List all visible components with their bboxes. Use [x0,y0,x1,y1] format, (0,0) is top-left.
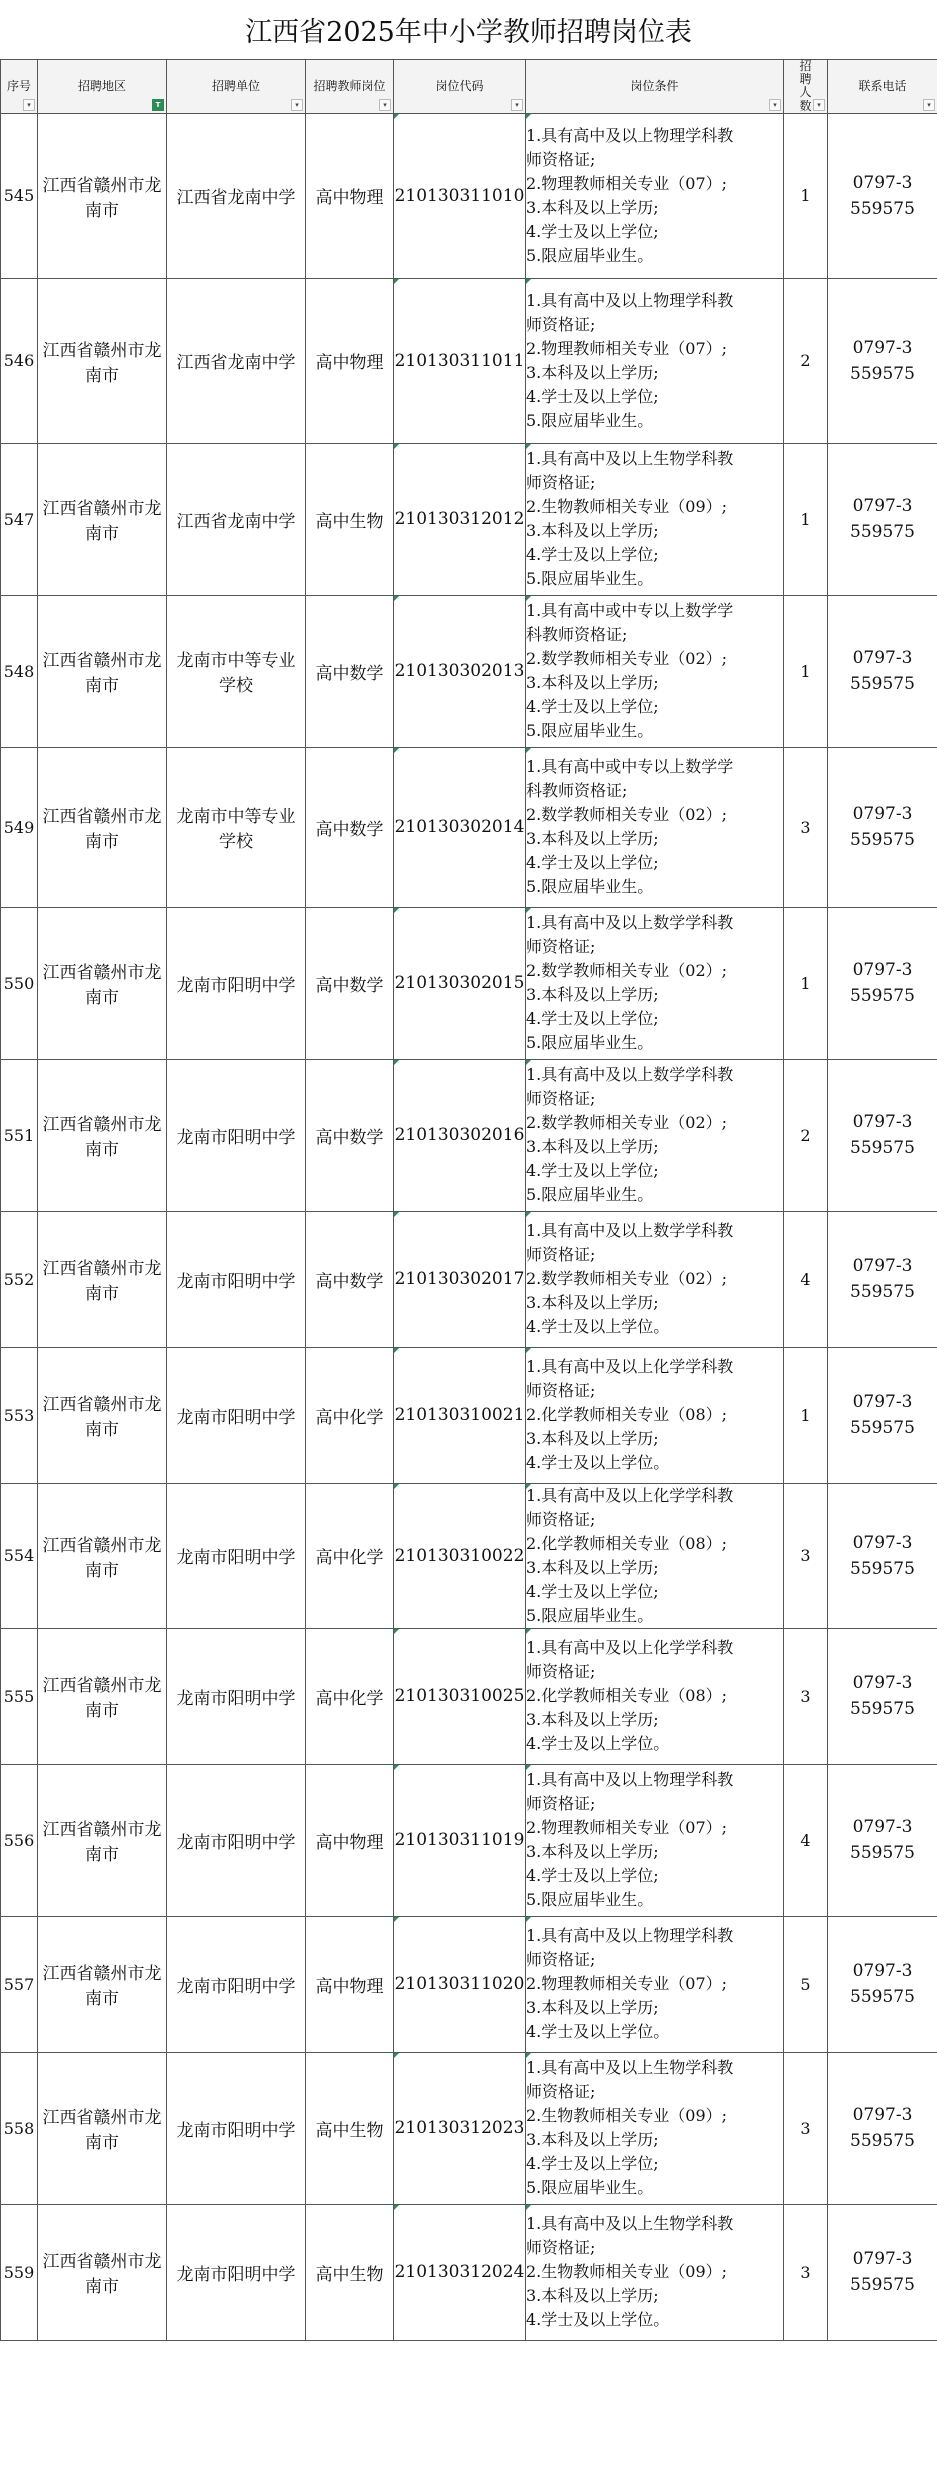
cell-unit: 龙南市阳明中学 [167,2204,306,2340]
cell-seq: 558 [1,2052,38,2204]
condition-line: 师资格证; [526,473,596,493]
cell-conditions [526,1059,784,1211]
cell-post: 高中化学 [306,1483,394,1628]
cell-post: 高中数学 [306,1059,394,1211]
table-row [1,907,937,1059]
cell-code: 210130310025 [394,1628,526,1764]
cell-code: 210130302014 [394,747,526,907]
condition-line: 4.学士及以上学位; [526,1009,659,1029]
col-header-code: 岗位代码 ▾ [394,60,526,114]
cell-count: 1 [784,907,828,1059]
cell-post: 高中化学 [306,1628,394,1764]
cell-seq: 547 [1,443,38,595]
dropdown-arrow-icon[interactable]: ▾ [813,99,825,111]
condition-line: 2.生物教师相关专业（09）; [526,2106,728,2126]
cell-post: 高中生物 [306,443,394,595]
condition-line: 3.本科及以上学历; [526,521,659,541]
cell-seq: 556 [1,1764,38,1916]
condition-line: 2.物理教师相关专业（07）; [526,1818,728,1838]
cell-phone: 0797-3559575 [828,1211,937,1347]
cell-code: 210130311011 [394,278,526,443]
cell-count: 3 [784,1628,828,1764]
condition-line: 4.学士及以上学位。 [526,2310,670,2330]
table-row [1,1916,937,2052]
cell-count: 3 [784,747,828,907]
cell-region: 江西省赣州市龙南市 [38,1059,167,1211]
cell-post: 高中生物 [306,2204,394,2340]
cell-region: 江西省赣州市龙南市 [38,907,167,1059]
cell-count: 3 [784,2204,828,2340]
cell-unit: 龙南市阳明中学 [167,1211,306,1347]
cell-seq: 549 [1,747,38,907]
condition-line: 1.具有高中及以上化学学科教 [526,1357,734,1377]
condition-line: 4.学士及以上学位。 [526,1734,670,1754]
cell-unit: 龙南市阳明中学 [167,1916,306,2052]
cell-seq: 545 [1,113,38,278]
condition-line: 2.数学教师相关专业（02）; [526,1269,728,1289]
cell-count: 3 [784,1483,828,1628]
cell-seq: 551 [1,1059,38,1211]
condition-line: 3.本科及以上学历; [526,985,659,1005]
cell-phone: 0797-3559575 [828,443,937,595]
cell-conditions [526,747,784,907]
cell-count: 4 [784,1211,828,1347]
cell-region: 江西省赣州市龙南市 [38,595,167,747]
condition-line: 2.数学教师相关专业（02）; [526,961,728,981]
cell-phone: 0797-3559575 [828,1483,937,1628]
cell-seq: 559 [1,2204,38,2340]
col-header-seq: 序号 ▾ [1,60,38,114]
cell-code: 210130302015 [394,907,526,1059]
cell-phone: 0797-3559575 [828,2052,937,2204]
condition-line: 1.具有高中及以上物理学科教 [526,125,734,145]
condition-line: 师资格证; [526,1950,596,1970]
cell-region: 江西省赣州市龙南市 [38,113,167,278]
cell-unit: 江西省龙南中学 [167,278,306,443]
cell-conditions [526,443,784,595]
cell-unit: 龙南市阳明中学 [167,907,306,1059]
cell-code: 210130302016 [394,1059,526,1211]
cell-unit: 龙南市中等专业学校 [167,595,306,747]
condition-line: 3.本科及以上学历; [526,197,659,217]
condition-line: 3.本科及以上学历; [526,1710,659,1730]
table-row [1,2052,937,2204]
cell-region: 江西省赣州市龙南市 [38,1483,167,1628]
condition-line: 2.数学教师相关专业（02）; [526,649,728,669]
table-row [1,595,937,747]
condition-line: 4.学士及以上学位; [526,853,659,873]
cell-conditions [526,2204,784,2340]
col-header-region: 招聘地区 T [38,60,167,114]
cell-phone: 0797-3559575 [828,2204,937,2340]
condition-line: 1.具有高中或中专以上数学学 [526,601,734,621]
condition-line: 2.物理教师相关专业（07）; [526,173,728,193]
cell-post: 高中生物 [306,2052,394,2204]
condition-line: 4.学士及以上学位; [526,386,659,406]
cell-code: 210130311019 [394,1764,526,1916]
cell-conditions [526,1764,784,1916]
cell-unit: 龙南市中等专业学校 [167,747,306,907]
page-title: 江西省2025年中小学教师招聘岗位表 [0,0,937,60]
condition-line: 1.具有高中及以上化学学科教 [526,1638,734,1658]
cell-conditions [526,1347,784,1483]
cell-count: 1 [784,443,828,595]
condition-line: 1.具有高中及以上数学学科教 [526,1065,734,1085]
condition-line: 3.本科及以上学历; [526,1429,659,1449]
cell-conditions [526,595,784,747]
cell-unit: 龙南市阳明中学 [167,1483,306,1628]
cell-post: 高中数学 [306,1211,394,1347]
condition-line: 师资格证; [526,1381,596,1401]
cell-unit: 龙南市阳明中学 [167,2052,306,2204]
cell-conditions [526,2052,784,2204]
cell-phone: 0797-3559575 [828,113,937,278]
cell-seq: 552 [1,1211,38,1347]
condition-line: 1.具有高中或中专以上数学学 [526,757,734,777]
condition-line: 4.学士及以上学位。 [526,1453,670,1473]
table-row [1,1211,937,1347]
condition-line: 师资格证; [526,149,596,169]
condition-line: 5.限应届毕业生。 [526,1890,654,1910]
condition-line: 2.数学教师相关专业（02）; [526,805,728,825]
filter-icon[interactable]: T [152,99,164,111]
cell-seq: 555 [1,1628,38,1764]
cell-count: 1 [784,113,828,278]
cell-phone: 0797-3559575 [828,1628,937,1764]
condition-line: 2.物理教师相关专业（07）; [526,338,728,358]
condition-line: 4.学士及以上学位; [526,1161,659,1181]
table-row [1,1483,937,1628]
condition-line: 4.学士及以上学位; [526,2154,659,2174]
cell-post: 高中物理 [306,1764,394,1916]
condition-line: 4.学士及以上学位; [526,1866,659,1886]
col-header-unit: 招聘单位 ▾ [167,60,306,114]
cell-region: 江西省赣州市龙南市 [38,1347,167,1483]
table-row [1,1628,937,1764]
cell-region: 江西省赣州市龙南市 [38,1916,167,2052]
dropdown-arrow-icon[interactable]: ▾ [923,99,935,111]
cell-count: 3 [784,2052,828,2204]
cell-phone: 0797-3559575 [828,278,937,443]
cell-conditions [526,278,784,443]
cell-count: 1 [784,595,828,747]
col-header-count: 招聘人数 ▾ [784,60,828,114]
cell-code: 210130312012 [394,443,526,595]
cell-post: 高中物理 [306,1916,394,2052]
table-row [1,1764,937,1916]
condition-line: 4.学士及以上学位; [526,697,659,717]
table-row [1,443,937,595]
table-row [1,1347,937,1483]
recruitment-table [0,59,937,2341]
condition-line: 师资格证; [526,1089,596,1109]
condition-line: 1.具有高中及以上物理学科教 [526,290,734,310]
condition-line: 1.具有高中及以上数学学科教 [526,1221,734,1241]
cell-conditions [526,1211,784,1347]
cell-region: 江西省赣州市龙南市 [38,278,167,443]
condition-line: 4.学士及以上学位; [526,1581,659,1601]
header-row [1,60,937,114]
condition-line: 3.本科及以上学历; [526,1998,659,2018]
cell-region: 江西省赣州市龙南市 [38,1211,167,1347]
condition-line: 2.生物教师相关专业（09）; [526,2262,728,2282]
cell-region: 江西省赣州市龙南市 [38,2052,167,2204]
cell-code: 210130311010 [394,113,526,278]
cell-phone: 0797-3559575 [828,1916,937,2052]
condition-line: 5.限应届毕业生。 [526,245,654,265]
condition-line: 3.本科及以上学历; [526,1293,659,1313]
cell-unit: 龙南市阳明中学 [167,1628,306,1764]
cell-phone: 0797-3559575 [828,747,937,907]
condition-line: 5.限应届毕业生。 [526,721,654,741]
cell-count: 5 [784,1916,828,2052]
condition-line: 5.限应届毕业生。 [526,2178,654,2198]
cell-seq: 550 [1,907,38,1059]
dropdown-arrow-icon[interactable]: ▾ [511,99,523,111]
dropdown-arrow-icon[interactable]: ▾ [23,99,35,111]
cell-seq: 548 [1,595,38,747]
cell-conditions [526,907,784,1059]
cell-code: 210130312024 [394,2204,526,2340]
condition-line: 5.限应届毕业生。 [526,1605,654,1625]
cell-code: 210130310021 [394,1347,526,1483]
cell-region: 江西省赣州市龙南市 [38,747,167,907]
condition-line: 2.数学教师相关专业（02）; [526,1113,728,1133]
dropdown-arrow-icon[interactable]: ▾ [379,99,391,111]
cell-seq: 546 [1,278,38,443]
cell-post: 高中数学 [306,595,394,747]
cell-post: 高中物理 [306,278,394,443]
col-header-conditions: 岗位条件 ▾ [526,60,784,114]
cell-post: 高中物理 [306,113,394,278]
cell-code: 210130302017 [394,1211,526,1347]
condition-line: 3.本科及以上学历; [526,673,659,693]
condition-line: 科教师资格证; [526,625,628,645]
table-row [1,278,937,443]
cell-unit: 龙南市阳明中学 [167,1347,306,1483]
cell-code: 210130310022 [394,1483,526,1628]
cell-phone: 0797-3559575 [828,595,937,747]
cell-region: 江西省赣州市龙南市 [38,443,167,595]
cell-phone: 0797-3559575 [828,907,937,1059]
cell-count: 1 [784,1347,828,1483]
condition-line: 2.化学教师相关专业（08）; [526,1533,728,1553]
dropdown-arrow-icon[interactable]: ▾ [769,99,781,111]
cell-count: 2 [784,1059,828,1211]
cell-conditions [526,1916,784,2052]
cell-code: 210130311020 [394,1916,526,2052]
col-header-phone: 联系电话 ▾ [828,60,937,114]
condition-line: 3.本科及以上学历; [526,2286,659,2306]
condition-line: 师资格证; [526,314,596,334]
cell-phone: 0797-3559575 [828,1059,937,1211]
cell-region: 江西省赣州市龙南市 [38,1764,167,1916]
condition-line: 4.学士及以上学位; [526,545,659,565]
condition-line: 1.具有高中及以上化学学科教 [526,1485,734,1505]
cell-phone: 0797-3559575 [828,1764,937,1916]
condition-line: 师资格证; [526,1245,596,1265]
condition-line: 师资格证; [526,937,596,957]
table-row [1,113,937,278]
table-row [1,1059,937,1211]
cell-seq: 557 [1,1916,38,2052]
condition-line: 师资格证; [526,2082,596,2102]
dropdown-arrow-icon[interactable]: ▾ [291,99,303,111]
condition-line: 5.限应届毕业生。 [526,877,654,897]
cell-conditions [526,1483,784,1628]
cell-code: 210130312023 [394,2052,526,2204]
condition-line: 2.化学教师相关专业（08）; [526,1405,728,1425]
cell-phone: 0797-3559575 [828,1347,937,1483]
cell-region: 江西省赣州市龙南市 [38,1628,167,1764]
condition-line: 5.限应届毕业生。 [526,1033,654,1053]
condition-line: 科教师资格证; [526,781,628,801]
condition-line: 师资格证; [526,1662,596,1682]
condition-line: 3.本科及以上学历; [526,362,659,382]
condition-line: 师资格证; [526,2238,596,2258]
condition-line: 2.化学教师相关专业（08）; [526,1686,728,1706]
condition-line: 3.本科及以上学历; [526,1557,659,1577]
condition-line: 师资格证; [526,1794,596,1814]
condition-line: 1.具有高中及以上数学学科教 [526,913,734,933]
cell-post: 高中化学 [306,1347,394,1483]
condition-line: 5.限应届毕业生。 [526,569,654,589]
condition-line: 4.学士及以上学位。 [526,1317,670,1337]
condition-line: 3.本科及以上学历; [526,1137,659,1157]
col-header-post: 招聘教师岗位 ▾ [306,60,394,114]
condition-line: 3.本科及以上学历; [526,2130,659,2150]
cell-region: 江西省赣州市龙南市 [38,2204,167,2340]
condition-line: 1.具有高中及以上生物学科教 [526,2058,734,2078]
condition-line: 1.具有高中及以上物理学科教 [526,1770,734,1790]
cell-unit: 江西省龙南中学 [167,113,306,278]
cell-conditions [526,1628,784,1764]
cell-conditions [526,113,784,278]
cell-seq: 554 [1,1483,38,1628]
condition-line: 5.限应届毕业生。 [526,410,654,430]
condition-line: 2.生物教师相关专业（09）; [526,497,728,517]
condition-line: 1.具有高中及以上生物学科教 [526,449,734,469]
cell-count: 2 [784,278,828,443]
cell-unit: 江西省龙南中学 [167,443,306,595]
cell-count: 4 [784,1764,828,1916]
table-row [1,747,937,907]
condition-line: 5.限应届毕业生。 [526,1185,654,1205]
condition-line: 3.本科及以上学历; [526,1842,659,1862]
condition-line: 4.学士及以上学位。 [526,2022,670,2042]
cell-code: 210130302013 [394,595,526,747]
cell-seq: 553 [1,1347,38,1483]
table-row [1,2204,937,2340]
condition-line: 4.学士及以上学位; [526,221,659,241]
condition-line: 1.具有高中及以上生物学科教 [526,2214,734,2234]
condition-line: 1.具有高中及以上物理学科教 [526,1926,734,1946]
condition-line: 师资格证; [526,1509,596,1529]
cell-unit: 龙南市阳明中学 [167,1764,306,1916]
cell-post: 高中数学 [306,747,394,907]
condition-line: 3.本科及以上学历; [526,829,659,849]
cell-post: 高中数学 [306,907,394,1059]
condition-line: 2.物理教师相关专业（07）; [526,1974,728,1994]
cell-unit: 龙南市阳明中学 [167,1059,306,1211]
